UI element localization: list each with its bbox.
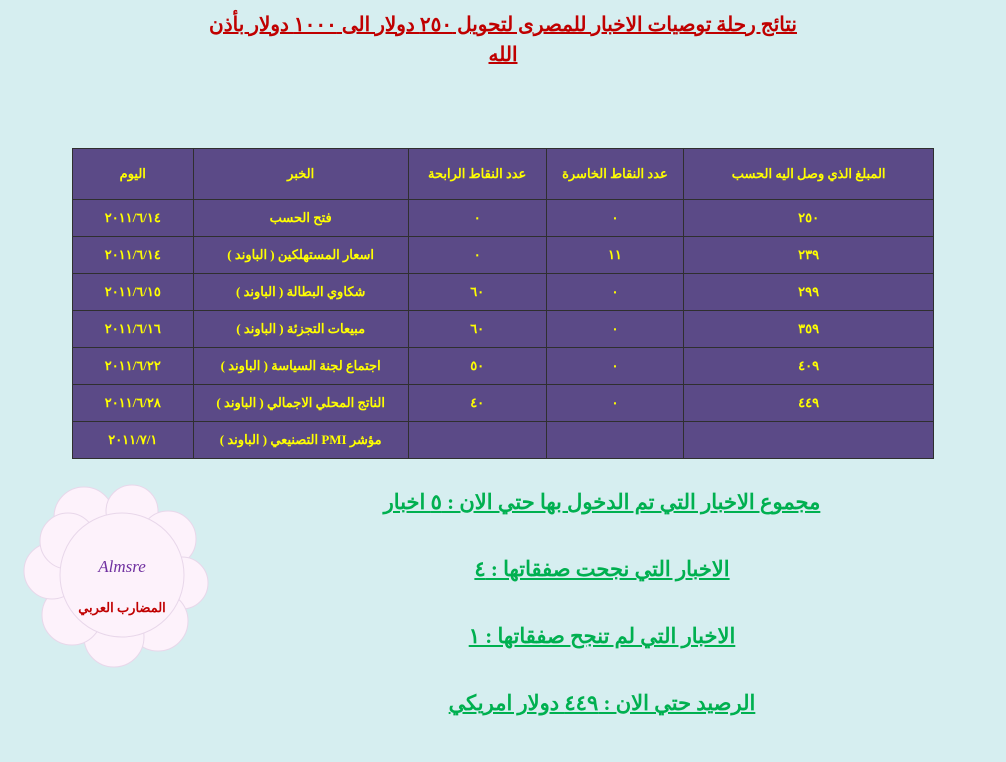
- logo-subtitle: المضارب العربي: [78, 600, 166, 615]
- cell-news: الناتج المحلي الاجمالي ( الباوند ): [193, 385, 408, 422]
- cell-day: ٢٠١١/٦/٢٢: [73, 348, 194, 385]
- cell-amount: ٤٠٩: [684, 348, 934, 385]
- cell-news: فتح الحسب: [193, 200, 408, 237]
- table-row: [73, 311, 934, 348]
- column-header-amount: المبلغ الذي وصل اليه الحسب: [684, 149, 934, 200]
- page-title: نتائج رحلة توصيات الاخبار للمصرى لتحويل ٢٥٠ دولار الى ١٠٠٠ دولار بأذن الله: [209, 14, 797, 66]
- cell-losing-points: ١١: [546, 237, 684, 274]
- cell-amount: [684, 422, 934, 459]
- cell-news: مبيعات التجزئة ( الباوند ): [193, 311, 408, 348]
- summary-block: [222, 490, 982, 716]
- cell-day: ٢٠١١/٦/٢٨: [73, 385, 194, 422]
- column-header-day: اليوم: [73, 149, 194, 200]
- cell-day: ٢٠١١/٦/١٥: [73, 274, 194, 311]
- table-row: [73, 422, 934, 459]
- cell-day: ٢٠١١/٦/١٦: [73, 311, 194, 348]
- cell-news: شكاوي البطالة ( الباوند ): [193, 274, 408, 311]
- column-header-losing-points: عدد النقاط الخاسرة: [546, 149, 684, 200]
- column-header-winning-points: عدد النقاط الرابحة: [408, 149, 546, 200]
- cell-losing-points: [546, 422, 684, 459]
- cell-winning-points: [408, 422, 546, 459]
- cell-winning-points: ٦٠: [408, 311, 546, 348]
- cell-amount: ٢٩٩: [684, 274, 934, 311]
- cell-losing-points: ٠: [546, 200, 684, 237]
- cell-day: ٢٠١١/٦/١٤: [73, 237, 194, 274]
- cell-winning-points: ٤٠: [408, 385, 546, 422]
- summary-line-balance: الرصيد حتي الان : ٤٤٩ دولار امريكي: [448, 691, 756, 715]
- cell-amount: ٢٣٩: [684, 237, 934, 274]
- cell-winning-points: ٠: [408, 237, 546, 274]
- cell-losing-points: ٠: [546, 385, 684, 422]
- cell-news: اسعار المستهلكين ( الباوند ): [193, 237, 408, 274]
- cell-amount: ٤٤٩: [684, 385, 934, 422]
- summary-line-successful-news: الاخبار التي نجحت صفقاتها : ٤: [474, 557, 730, 581]
- results-table: [72, 148, 934, 459]
- cell-winning-points: ٥٠: [408, 348, 546, 385]
- summary-line-failed-news: الاخبار التي لم تنجح صفقاتها : ١: [468, 624, 736, 648]
- page-title-block: [0, 0, 1006, 70]
- column-header-news: الخبر: [193, 149, 408, 200]
- logo-cloud: [22, 475, 222, 675]
- cell-losing-points: ٠: [546, 311, 684, 348]
- table-row: [73, 237, 934, 274]
- summary-line-total-news: مجموع الاخبار التي تم الدخول بها حتي الان : ٥ اخبار: [383, 490, 821, 514]
- logo-name: Almsre: [98, 557, 146, 576]
- table-header-row: [73, 149, 934, 200]
- cell-amount: ٣٥٩: [684, 311, 934, 348]
- cell-day: ٢٠١١/٧/١: [73, 422, 194, 459]
- cell-winning-points: ٦٠: [408, 274, 546, 311]
- cell-news: مؤشر PMI التصنيعي ( الباوند ): [193, 422, 408, 459]
- cell-day: ٢٠١١/٦/١٤: [73, 200, 194, 237]
- table-row: [73, 348, 934, 385]
- results-table-container: [72, 148, 934, 459]
- table-row: [73, 385, 934, 422]
- cell-news: اجتماع لجنة السياسة ( الباوند ): [193, 348, 408, 385]
- cell-winning-points: ٠: [408, 200, 546, 237]
- table-row: [73, 274, 934, 311]
- cell-losing-points: ٠: [546, 274, 684, 311]
- cell-amount: ٢٥٠: [684, 200, 934, 237]
- table-row: [73, 200, 934, 237]
- cell-losing-points: ٠: [546, 348, 684, 385]
